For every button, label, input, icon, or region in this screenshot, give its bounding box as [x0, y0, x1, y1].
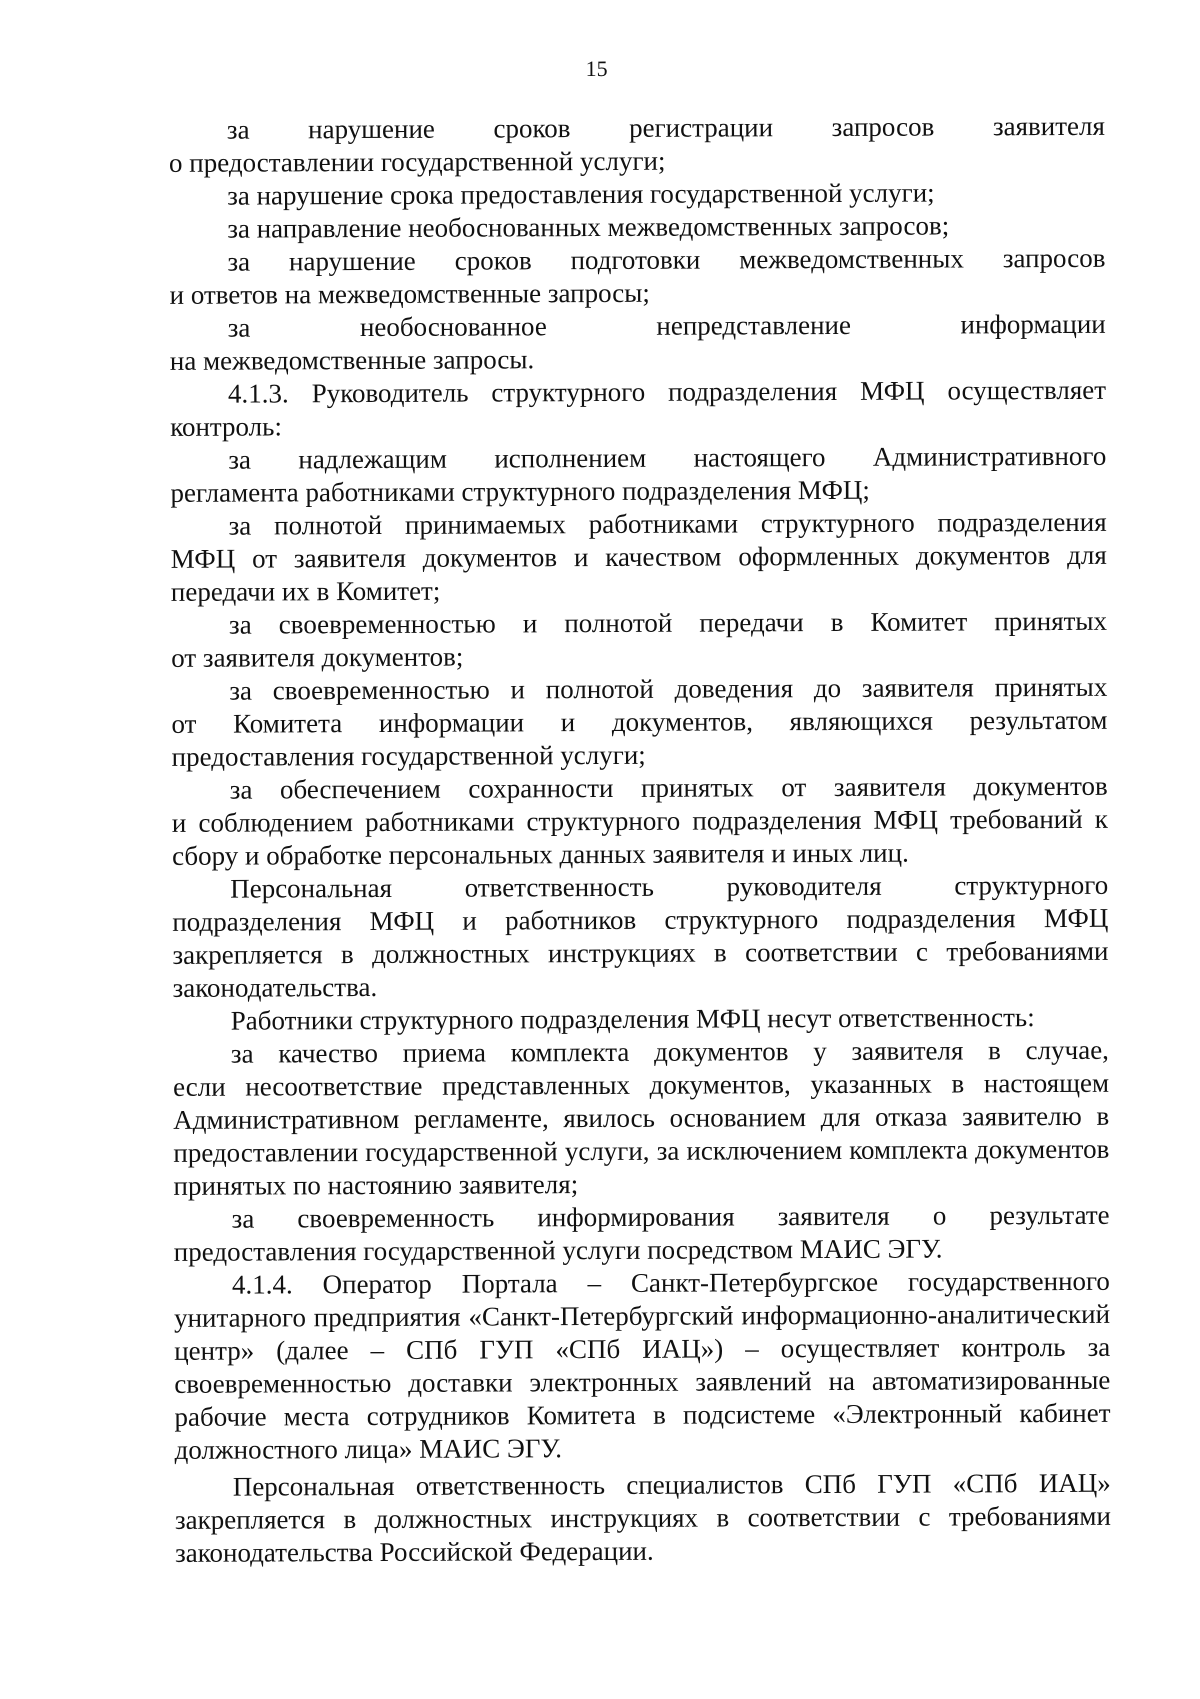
- paragraph-4: [169, 242, 1105, 312]
- paragraph-5-line-1: за необоснованное непредставление информации: [227, 308, 1106, 343]
- paragraph-2-line-1: за нарушение срока предоставления государственной услуги;: [227, 177, 935, 211]
- paragraph-12-line-1: Персональная ответственность руководителя структурного: [230, 869, 1109, 904]
- paragraph-17-line-1: Персональная ответственность специалистов СПб ГУП «СПб ИАЦ»: [232, 1467, 1111, 1502]
- page-number: 15: [585, 55, 608, 82]
- paragraph-12-rest: подразделения МФЦ и работников структурного подразделения МФЦ закрепляется в должностных инструкциях в соответствии с требованиями законодательства.: [172, 902, 1109, 1003]
- paragraph-7-rest: регламента работниками структурного подразделения МФЦ;: [170, 474, 870, 508]
- paragraph-13-line-1: Работники структурного подразделения МФЦ несут ответственность:: [230, 1002, 1035, 1036]
- paragraph-14-line-1: за качество приема комплекта документов у заявителя в случае,: [230, 1034, 1109, 1069]
- paragraph-8: [171, 506, 1107, 609]
- paragraph-11: [172, 770, 1108, 873]
- paragraph-5: [170, 308, 1106, 378]
- paragraph-10: [171, 671, 1107, 774]
- paragraph-10-rest: от Комитета информации и документов, являющихся результатом предоставления государственной услуги;: [171, 704, 1108, 772]
- paragraph-7-line-1: за надлежащим исполнением настоящего Административного: [228, 440, 1107, 475]
- paragraph-15-rest: предоставления государственной услуги посредством МАИС ЭГУ.: [173, 1233, 943, 1267]
- paragraph-17-rest: закрепляется в должностных инструкциях в соответствии с требованиями законодательства Российской Федерации.: [174, 1500, 1111, 1568]
- paragraph-10-line-1: за своевременностью и полнотой доведения до заявителя принятых: [229, 671, 1108, 706]
- paragraph-7: [170, 440, 1106, 510]
- paragraph-6-rest: контроль:: [170, 411, 282, 442]
- paragraph-3: [169, 209, 1105, 246]
- paragraph-6: [170, 374, 1106, 444]
- paragraph-3-line-1: за направление необоснованных межведомственных запросов;: [227, 210, 950, 244]
- paragraph-9-line-1: за своевременностью и полнотой передачи в Комитет принятых: [228, 605, 1108, 640]
- paragraph-14: [173, 1034, 1110, 1203]
- paragraph-4-line-1: за нарушение сроков подготовки межведомственных запросов: [227, 242, 1106, 277]
- paragraph-5-rest: на межведомственные запросы.: [169, 344, 535, 376]
- paragraph-9-rest: от заявителя документов;: [171, 641, 464, 673]
- paragraph-11-line-1: за обеспечением сохранности принятых от заявителя документов: [229, 770, 1108, 805]
- paragraph-15: [174, 1199, 1110, 1269]
- paragraph-15-line-1: за своевременность информирования заявителя о результате: [231, 1199, 1110, 1234]
- paragraph-1: [169, 110, 1105, 180]
- paragraph-13: [173, 1001, 1109, 1038]
- paragraph-11-rest: и соблюдением работниками структурного подразделения МФЦ требований к сбору и обработке персональных данных заявителя и иных лиц.: [171, 803, 1108, 871]
- paragraph-14-rest: если несоответствие представленных документов, указанных в настоящем Административном регламенте, явилось основанием для отказа заявителю в предоставлении государственной услуги, за исключением комплекта документов принятых по настоянию заявителя;: [172, 1067, 1110, 1201]
- paragraph-9: [171, 605, 1107, 675]
- paragraph-16-line-1: 4.1.4. Оператор Портала – Санкт-Петербургское государственного: [231, 1265, 1110, 1300]
- paragraph-8-line-1: за полнотой принимаемых работниками структурного подразделения: [228, 506, 1107, 541]
- paragraph-6-line-1: 4.1.3. Руководитель структурного подразделения МФЦ осуществляет: [227, 374, 1107, 409]
- paragraph-16: [174, 1265, 1111, 1467]
- paragraph-1-rest: о предоставлении государственной услуги;: [168, 145, 666, 178]
- paragraph-12: [172, 869, 1109, 1005]
- paragraph-4-rest: и ответов на межведомственные запросы;: [169, 277, 650, 310]
- document-body: [169, 110, 1111, 1570]
- paragraph-1-line-1: за нарушение сроков регистрации запросов заявителя: [226, 110, 1105, 145]
- paragraph-8-rest: МФЦ от заявителя документов и качеством оформленных документов для передачи их в Комитет;: [170, 539, 1107, 607]
- paragraph-16-rest: унитарного предприятия «Санкт-Петербургский информационно-аналитический центр» (далее – СПб ГУП «СПб ИАЦ») – осуществляет контроль за своевременностью доставки электронных заявлений на автоматизированные рабочие места сотрудников Комитета в подсистеме «Электронный кабинет должностного лица» МАИС ЭГУ.: [173, 1298, 1111, 1465]
- paragraph-17: [175, 1467, 1111, 1570]
- paragraph-2: [169, 176, 1105, 213]
